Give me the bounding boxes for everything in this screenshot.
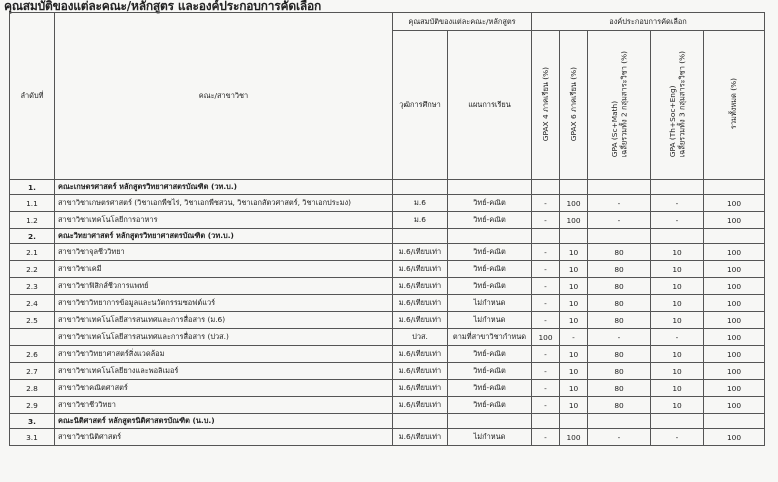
row-total: 100 bbox=[704, 429, 765, 446]
row-gpa-sci: - bbox=[588, 212, 651, 229]
header-no: ลำดับที่ bbox=[10, 13, 55, 180]
row-total: 100 bbox=[704, 278, 765, 295]
row-gpa-th: - bbox=[651, 429, 704, 446]
row-gpax6: 10 bbox=[560, 346, 588, 363]
row-total: 100 bbox=[704, 195, 765, 212]
row-edu: ปวส. bbox=[393, 329, 448, 346]
header-education: วุฒิการศึกษา bbox=[393, 31, 448, 180]
row-name: สาขาวิชาเกษตรศาสตร์ (วิชาเอกพืชไร่, วิชาเอกพืชสวน, วิชาเอกสัตวศาสตร์, วิชาเอกประมง) bbox=[55, 195, 393, 212]
row-gpax4: - bbox=[532, 312, 560, 329]
row-gpax4: - bbox=[532, 261, 560, 278]
header-total: รวมทั้งหมด (%) bbox=[704, 31, 765, 180]
row-gpa-sci: - bbox=[588, 329, 651, 346]
row-total: 100 bbox=[704, 312, 765, 329]
header-group-components: องค์ประกอบการคัดเลือก bbox=[532, 13, 765, 31]
table-row bbox=[10, 363, 765, 380]
row-edu: ม.6/เทียบเท่า bbox=[393, 346, 448, 363]
row-name: สาขาวิชาเคมี bbox=[55, 261, 393, 278]
header-gpax4: GPAX 4 ภาคเรียน (%) bbox=[532, 31, 560, 180]
row-no: 1.2 bbox=[10, 212, 55, 229]
row-total: 100 bbox=[704, 295, 765, 312]
header-group-qualification: คุณสมบัติของแต่ละคณะ/หลักสูตร bbox=[393, 13, 532, 31]
row-gpax4: - bbox=[532, 429, 560, 446]
row-no: 2.2 bbox=[10, 261, 55, 278]
row-name: สาขาวิชาชีววิทยา bbox=[55, 397, 393, 414]
row-gpax4: - bbox=[532, 380, 560, 397]
row-edu: ม.6 bbox=[393, 195, 448, 212]
page-heading: คุณสมบัติของแต่ละคณะ/หลักสูตร และองค์ประกอบการคัดเลือก bbox=[4, 0, 322, 13]
row-gpax6: 10 bbox=[560, 380, 588, 397]
row-gpa-th: 10 bbox=[651, 397, 704, 414]
header-faculty: คณะ/สาขาวิชา bbox=[55, 13, 393, 180]
row-total: 100 bbox=[704, 397, 765, 414]
row-gpa-th: - bbox=[651, 329, 704, 346]
row-gpa-th: 10 bbox=[651, 312, 704, 329]
table-row bbox=[10, 346, 765, 363]
section-row bbox=[10, 229, 765, 244]
row-gpax4: - bbox=[532, 363, 560, 380]
row-gpa-sci: 80 bbox=[588, 346, 651, 363]
row-gpa-th: 10 bbox=[651, 380, 704, 397]
row-gpax6: 100 bbox=[560, 195, 588, 212]
row-plan: วิทย์-คณิต bbox=[448, 244, 532, 261]
row-name: สาขาวิชาเทคโนโลยีสารสนเทศและการสื่อสาร (ปวส.) bbox=[55, 329, 393, 346]
row-name: สาขาวิชาเทคโนโลยียางและพอลิเมอร์ bbox=[55, 363, 393, 380]
row-edu: ม.6/เทียบเท่า bbox=[393, 278, 448, 295]
row-no: 2.3 bbox=[10, 278, 55, 295]
section-no: 2. bbox=[10, 229, 55, 244]
section-title: คณะวิทยาศาสตร์ หลักสูตรวิทยาศาสตรบัณฑิต (วท.บ.) bbox=[55, 229, 393, 244]
row-gpa-th: 10 bbox=[651, 346, 704, 363]
table-row bbox=[10, 429, 765, 446]
row-plan: วิทย์-คณิต bbox=[448, 397, 532, 414]
row-no bbox=[10, 329, 55, 346]
row-gpax6: 100 bbox=[560, 212, 588, 229]
row-gpax4: - bbox=[532, 295, 560, 312]
row-gpa-sci: 80 bbox=[588, 278, 651, 295]
row-gpax6: 10 bbox=[560, 363, 588, 380]
row-edu: ม.6/เทียบเท่า bbox=[393, 429, 448, 446]
section-title: คณะเกษตรศาสตร์ หลักสูตรวิทยาศาสตรบัณฑิต (วท.บ.) bbox=[55, 180, 393, 195]
row-edu: ม.6/เทียบเท่า bbox=[393, 312, 448, 329]
table-row bbox=[10, 244, 765, 261]
row-total: 100 bbox=[704, 380, 765, 397]
row-gpa-sci: - bbox=[588, 429, 651, 446]
table-row bbox=[10, 312, 765, 329]
table-row bbox=[10, 212, 765, 229]
row-gpa-th: 10 bbox=[651, 261, 704, 278]
row-name: สาขาวิชาจุลชีววิทยา bbox=[55, 244, 393, 261]
row-gpax4: - bbox=[532, 346, 560, 363]
row-no: 2.1 bbox=[10, 244, 55, 261]
table-row bbox=[10, 380, 765, 397]
row-gpax6: 10 bbox=[560, 244, 588, 261]
row-no: 2.7 bbox=[10, 363, 55, 380]
row-gpa-sci: - bbox=[588, 195, 651, 212]
row-no: 2.9 bbox=[10, 397, 55, 414]
row-edu: ม.6 bbox=[393, 212, 448, 229]
row-plan: วิทย์-คณิต bbox=[448, 363, 532, 380]
row-name: สาขาวิชาฟิสิกส์ชีวการแพทย์ bbox=[55, 278, 393, 295]
row-gpa-sci: 80 bbox=[588, 380, 651, 397]
row-name: สาขาวิชาเทคโนโลยีสารสนเทศและการสื่อสาร (ม.6) bbox=[55, 312, 393, 329]
row-name: สาขาวิชาคณิตศาสตร์ bbox=[55, 380, 393, 397]
row-gpa-sci: 80 bbox=[588, 363, 651, 380]
table-row bbox=[10, 329, 765, 346]
row-edu: ม.6/เทียบเท่า bbox=[393, 380, 448, 397]
row-gpa-th: - bbox=[651, 212, 704, 229]
table-row bbox=[10, 261, 765, 278]
table-row bbox=[10, 195, 765, 212]
admission-criteria-table bbox=[9, 12, 765, 446]
table-row bbox=[10, 397, 765, 414]
section-no: 1. bbox=[10, 180, 55, 195]
row-gpa-sci: 80 bbox=[588, 295, 651, 312]
row-gpa-sci: 80 bbox=[588, 261, 651, 278]
row-plan: วิทย์-คณิต bbox=[448, 278, 532, 295]
row-gpax6: 10 bbox=[560, 397, 588, 414]
row-gpa-th: 10 bbox=[651, 244, 704, 261]
row-total: 100 bbox=[704, 329, 765, 346]
row-plan: ไม่กำหนด bbox=[448, 295, 532, 312]
row-plan: ไม่กำหนด bbox=[448, 312, 532, 329]
table-row bbox=[10, 278, 765, 295]
row-name: สาขาวิชาวิทยาศาสตร์สิ่งแวดล้อม bbox=[55, 346, 393, 363]
row-gpa-sci: 80 bbox=[588, 312, 651, 329]
header-gpa-th: GPA (Th+Soc+Eng) เฉลี่ยรวมทั้ง 3 กลุ่มสาระวิชา (%) bbox=[651, 31, 704, 180]
row-gpax6: - bbox=[560, 329, 588, 346]
row-gpax4: - bbox=[532, 212, 560, 229]
row-no: 1.1 bbox=[10, 195, 55, 212]
row-plan: วิทย์-คณิต bbox=[448, 212, 532, 229]
section-title: คณะนิติศาสตร์ หลักสูตรนิติศาสตรบัณฑิต (น.บ.) bbox=[55, 414, 393, 429]
section-row bbox=[10, 180, 765, 195]
row-edu: ม.6/เทียบเท่า bbox=[393, 261, 448, 278]
row-gpa-sci: 80 bbox=[588, 397, 651, 414]
row-gpa-th: 10 bbox=[651, 363, 704, 380]
section-no: 3. bbox=[10, 414, 55, 429]
row-no: 2.6 bbox=[10, 346, 55, 363]
header-gpax6: GPAX 6 ภาคเรียน (%) bbox=[560, 31, 588, 180]
row-gpax4: - bbox=[532, 244, 560, 261]
table-row bbox=[10, 295, 765, 312]
row-gpax6: 10 bbox=[560, 261, 588, 278]
row-total: 100 bbox=[704, 244, 765, 261]
row-name: สาขาวิชานิติศาสตร์ bbox=[55, 429, 393, 446]
row-edu: ม.6/เทียบเท่า bbox=[393, 295, 448, 312]
row-total: 100 bbox=[704, 261, 765, 278]
row-total: 100 bbox=[704, 346, 765, 363]
row-gpa-th: - bbox=[651, 195, 704, 212]
row-gpax4: - bbox=[532, 397, 560, 414]
row-gpa-sci: 80 bbox=[588, 244, 651, 261]
header-study-plan: แผนการเรียน bbox=[448, 31, 532, 180]
row-plan: วิทย์-คณิต bbox=[448, 380, 532, 397]
row-name: สาขาวิชาวิทยาการข้อมูลและนวัตกรรมซอฟต์แวร์ bbox=[55, 295, 393, 312]
row-gpa-th: 10 bbox=[651, 295, 704, 312]
row-plan: วิทย์-คณิต bbox=[448, 261, 532, 278]
row-name: สาขาวิชาเทคโนโลยีการอาหาร bbox=[55, 212, 393, 229]
row-total: 100 bbox=[704, 363, 765, 380]
row-gpa-th: 10 bbox=[651, 278, 704, 295]
row-gpax6: 100 bbox=[560, 429, 588, 446]
row-no: 2.5 bbox=[10, 312, 55, 329]
row-no: 2.4 bbox=[10, 295, 55, 312]
row-no: 2.8 bbox=[10, 380, 55, 397]
row-plan: วิทย์-คณิต bbox=[448, 346, 532, 363]
row-gpax6: 10 bbox=[560, 295, 588, 312]
row-plan: ตามที่สาขาวิชากำหนด bbox=[448, 329, 532, 346]
row-plan: วิทย์-คณิต bbox=[448, 195, 532, 212]
row-no: 3.1 bbox=[10, 429, 55, 446]
section-row bbox=[10, 414, 765, 429]
row-gpax4: - bbox=[532, 278, 560, 295]
row-gpax6: 10 bbox=[560, 278, 588, 295]
header-gpa-sci: GPA (Sc+Math) เฉลี่ยรวมทั้ง 2 กลุ่มสาระวิชา (%) bbox=[588, 31, 651, 180]
row-total: 100 bbox=[704, 212, 765, 229]
row-gpax6: 10 bbox=[560, 312, 588, 329]
row-edu: ม.6/เทียบเท่า bbox=[393, 363, 448, 380]
row-edu: ม.6/เทียบเท่า bbox=[393, 397, 448, 414]
row-gpax4: 100 bbox=[532, 329, 560, 346]
row-edu: ม.6/เทียบเท่า bbox=[393, 244, 448, 261]
row-plan: ไม่กำหนด bbox=[448, 429, 532, 446]
row-gpax4: - bbox=[532, 195, 560, 212]
